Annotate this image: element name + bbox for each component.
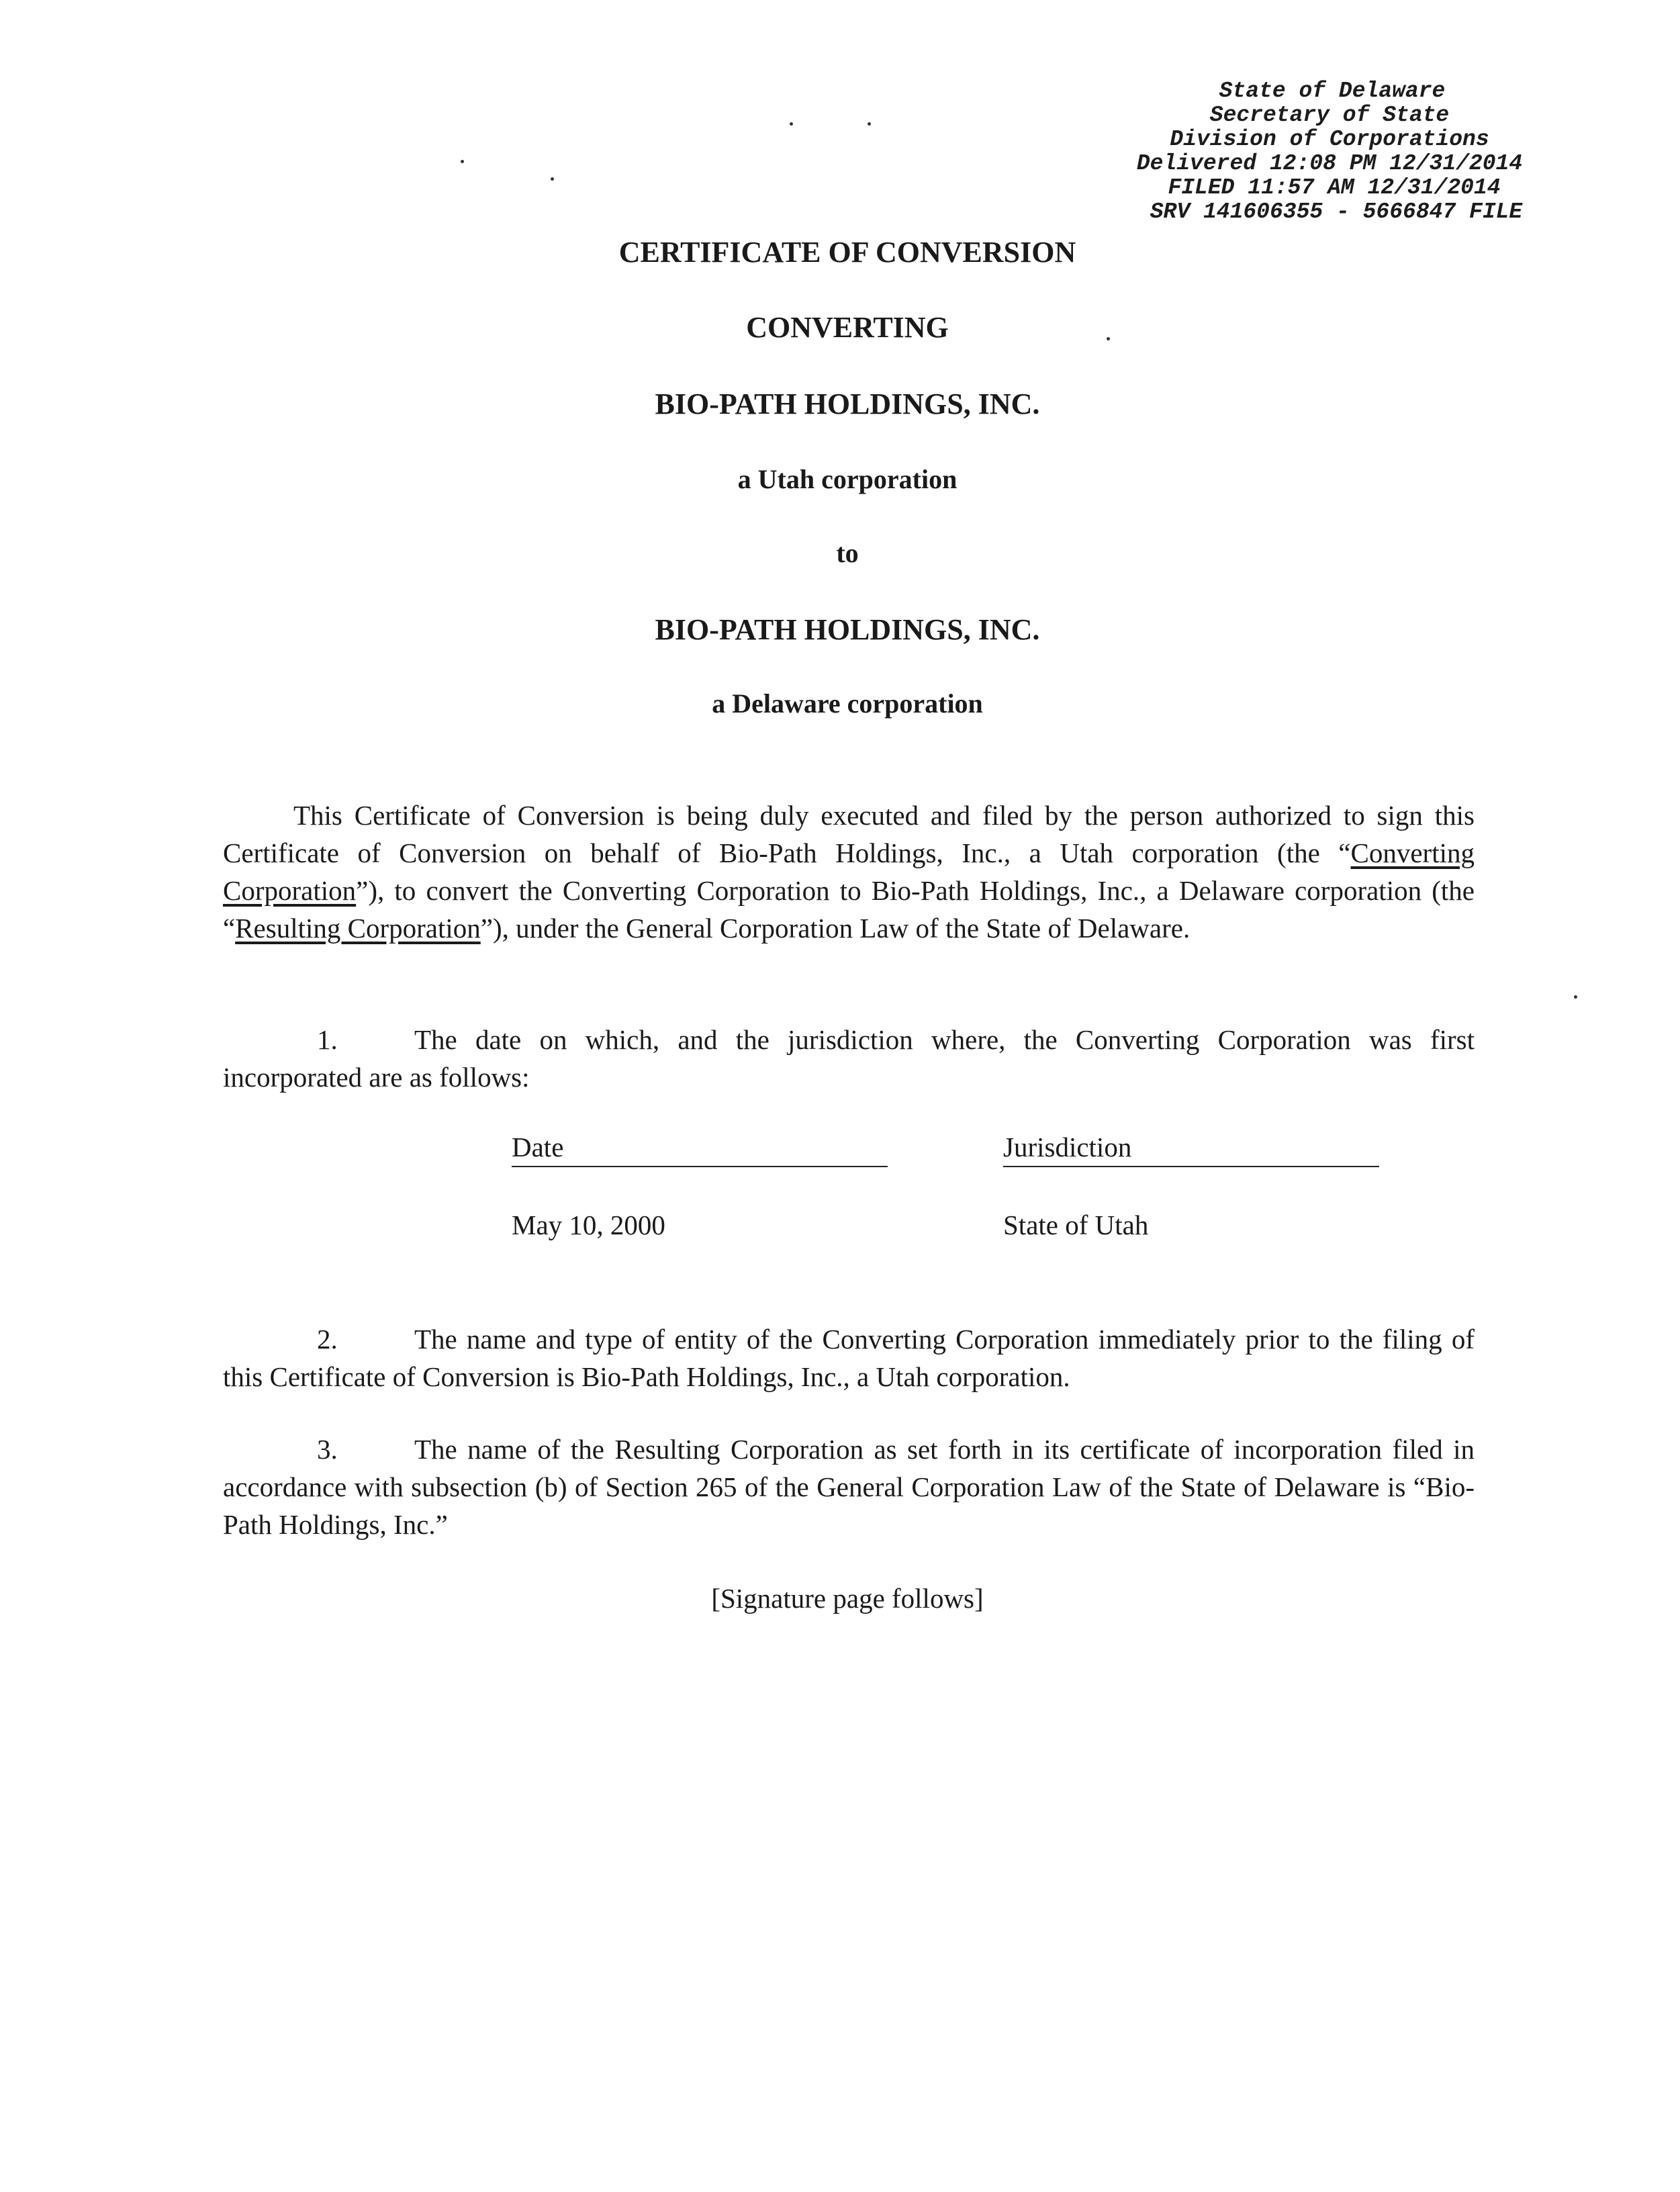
intro-paragraph: [223, 796, 1475, 947]
stamp-line: Secretary of State: [1209, 103, 1450, 128]
scan-speck: [868, 122, 871, 126]
scan-speck: [551, 177, 554, 181]
item-text: The name and type of entity of the Converting Corporation immediately prior to the filing of this Certificate of Conversion is Bio-Path Holdings, Inc., a Utah corporation.: [223, 1324, 1475, 1392]
defined-term-converting: Converting Corporation: [223, 837, 1475, 906]
stamp-line: State of Delaware: [1219, 79, 1446, 103]
heading-to-name: BIO-PATH HOLDINGS, INC.: [655, 613, 1040, 646]
item-number: 1.: [317, 1024, 338, 1055]
filing-stamp: [1101, 79, 1558, 224]
stamp-line: SRV 141606355 - 5666847 FILE: [1150, 199, 1523, 224]
item-text: The date on which, and the jurisdiction where, the Converting Corporation was first incorporated are as follows:: [223, 1024, 1475, 1093]
item-number: 2.: [317, 1324, 338, 1355]
date-column-header: Date: [512, 1131, 888, 1167]
heading-to-type: a Delaware corporation: [712, 688, 983, 719]
scan-speck: [790, 122, 793, 126]
scan-speck: [1574, 995, 1577, 999]
item-number: 3.: [317, 1434, 338, 1465]
heading-from-type: a Utah corporation: [737, 464, 958, 494]
defined-term-resulting: Resulting Corporation: [235, 913, 481, 944]
heading-to: to: [836, 538, 859, 568]
intro-text: This Certificate of Conversion is being duly executed and filed by the person authorized to sign this Certificate of Conversion on behalf of Bio-Path Holdings, Inc., a Utah corporation (the “: [223, 800, 1475, 868]
document-title: CERTIFICATE OF CONVERSION: [618, 236, 1076, 269]
signature-page-note: [Signature page follows]: [711, 1583, 984, 1614]
heading-from-name: BIO-PATH HOLDINGS, INC.: [655, 387, 1040, 420]
jurisdiction-column-header: Jurisdiction: [1003, 1131, 1379, 1167]
stamp-line: Division of Corporations: [1170, 127, 1489, 152]
intro-text: ”), under the General Corporation Law of the State of Delaware.: [480, 913, 1191, 944]
item-2-paragraph: [223, 1320, 1475, 1396]
intro-text: ”), to convert the Converting Corporation to Bio-Path Holdings, Inc., a Delaware corporation (the “: [223, 875, 1475, 944]
item-text: The name of the Resulting Corporation as set forth in its certificate of incorporation filed in accordance with subsection (b) of Section 265 of the General Corporation Law of the State of Delaware is “Bio-Path Holdings, Inc.”: [223, 1434, 1475, 1540]
stamp-line: Delivered 12:08 PM 12/31/2014: [1136, 151, 1523, 176]
jurisdiction-value: State of Utah: [1003, 1209, 1149, 1240]
heading-converting: CONVERTING: [746, 311, 949, 344]
stamp-line: FILED 11:57 AM 12/31/2014: [1168, 175, 1501, 200]
scan-speck: [1107, 337, 1110, 340]
item-1-paragraph: [223, 1021, 1475, 1096]
scan-speck: [461, 160, 464, 163]
item-3-paragraph: [223, 1430, 1475, 1543]
date-value: May 10, 2000: [512, 1209, 665, 1240]
